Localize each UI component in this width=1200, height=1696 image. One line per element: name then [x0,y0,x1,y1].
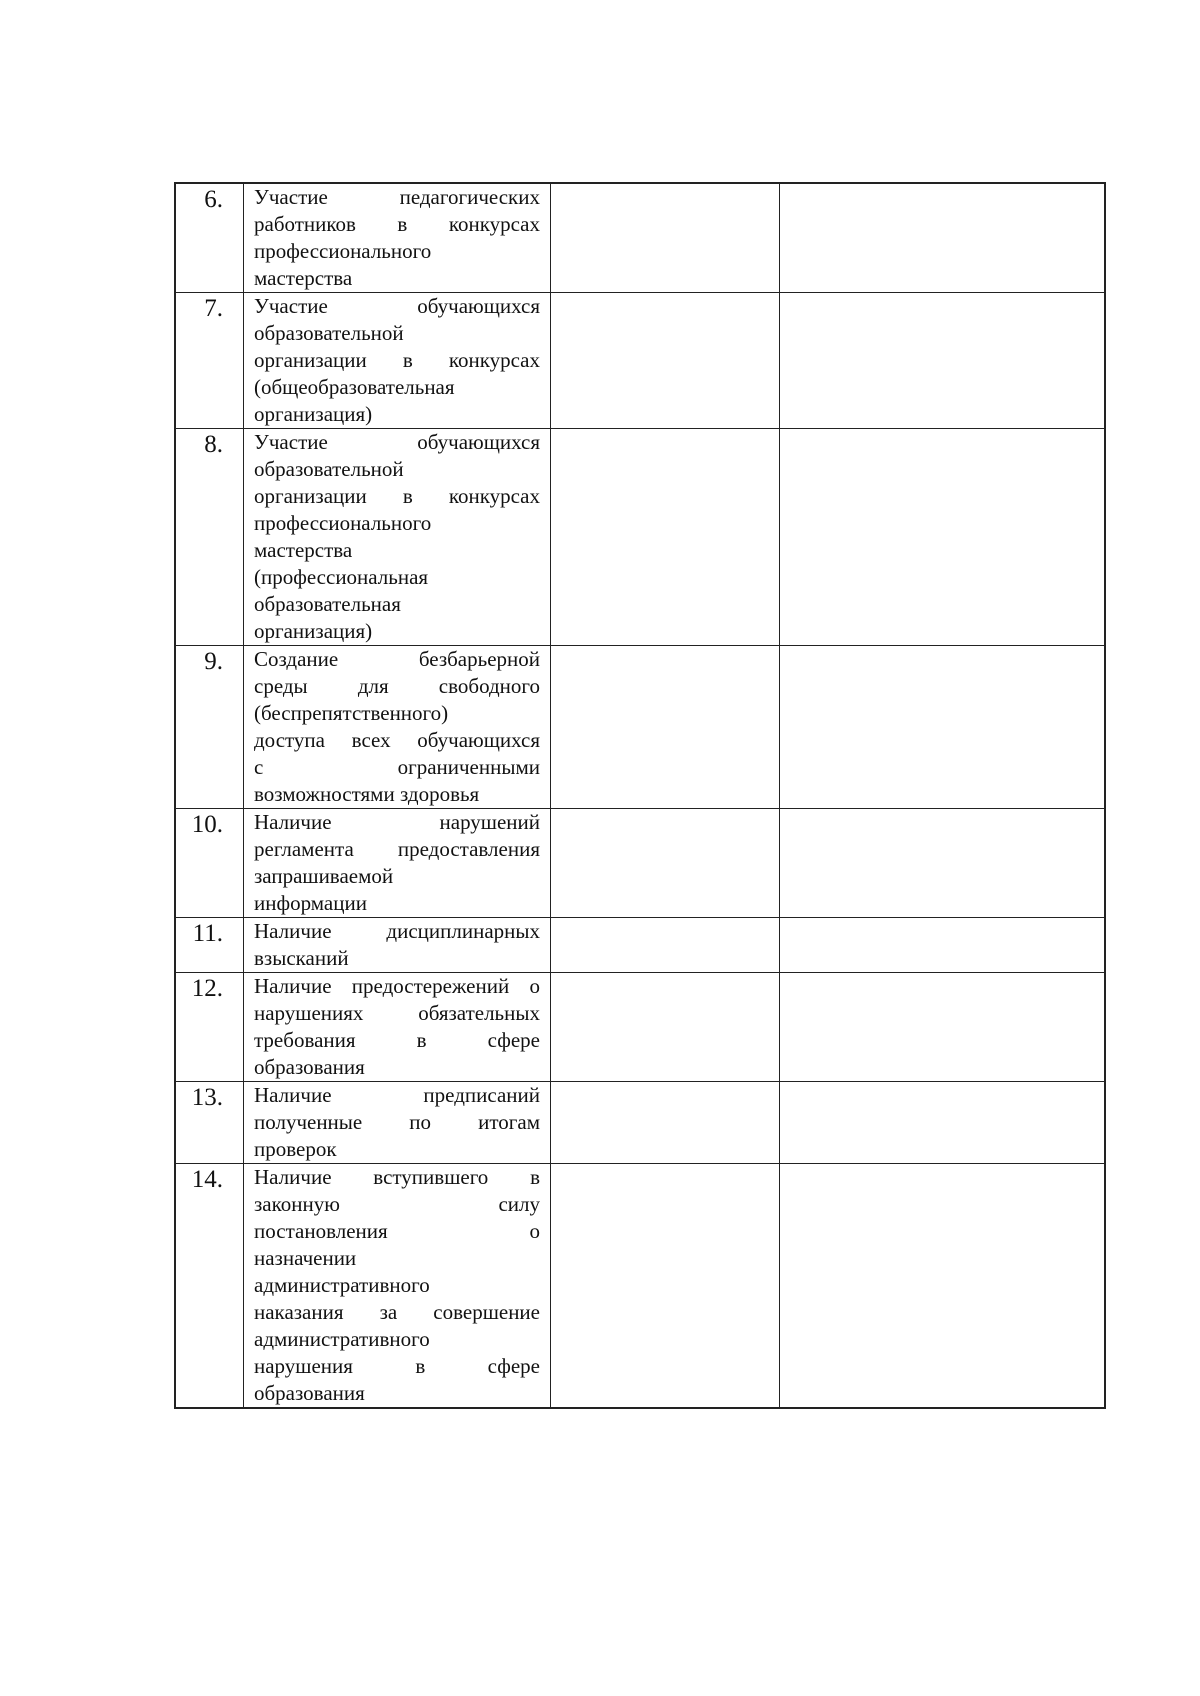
row-number: 7. [176,293,244,428]
criterion-text-line: Наличие нарушений [254,810,540,834]
empty-cell [780,918,1104,972]
criterion-text-line: Участие педагогических [254,185,540,209]
criterion-text-line: запрашиваемой [254,864,394,888]
criterion-text-line: нарушения в сфере [254,1354,540,1378]
criterion-text-line: организация) [254,402,373,426]
criterion-text-line: организация) [254,619,373,643]
empty-cell [780,1164,1104,1407]
row-number: 8. [176,429,244,645]
criterion-text [244,1082,551,1163]
table-row [176,646,1104,809]
criterion-text-line: информации [254,891,367,915]
empty-cell [551,646,780,808]
criterion-text-line: профессионального [254,511,432,535]
criterion-text-line: мастерства [254,538,353,562]
empty-cell [780,809,1104,917]
criterion-text-line: организации в конкурсах [254,348,540,372]
table-row [176,918,1104,973]
criterion-text [244,429,551,645]
criterion-text-line: Создание безбарьерной [254,647,540,671]
criterion-text-line: мастерства [254,266,353,290]
criterion-text-line: регламента предоставления [254,837,540,861]
criterion-text [244,293,551,428]
criterion-text-line: профессионального [254,239,432,263]
criterion-text-line: Наличие предостережений о [254,974,540,998]
empty-cell [780,1082,1104,1163]
criterion-text [244,973,551,1081]
empty-cell [780,184,1104,292]
criterion-text-line: Участие обучающихся [254,294,540,318]
empty-cell [780,429,1104,645]
criterion-text-line: Участие обучающихся [254,430,540,454]
row-number: 6. [176,184,244,292]
criterion-text-line: доступа всех обучающихся [254,728,540,752]
criterion-text-line: образования [254,1055,365,1079]
table-row [176,184,1104,293]
table-row [176,429,1104,646]
criterion-text-line: требования в сфере [254,1028,540,1052]
empty-cell [780,293,1104,428]
criterion-text-line: Наличие вступившего в [254,1165,540,1189]
criterion-text-line: образовательная [254,592,401,616]
criterion-text-line: с ограниченными [254,755,540,779]
row-number: 10. [176,809,244,917]
row-number: 11. [176,918,244,972]
criterion-text [244,184,551,292]
empty-cell [551,918,780,972]
criterion-text-line: (общеобразовательная [254,375,455,399]
row-number: 12. [176,973,244,1081]
criterion-text-line: взысканий [254,946,349,970]
empty-cell [780,973,1104,1081]
criterion-text-line: полученные по итогам [254,1110,540,1134]
criterion-text [244,646,551,808]
empty-cell [551,1164,780,1407]
criterion-text-line: Наличие дисциплинарных [254,919,540,943]
criterion-text-line: возможностями здоровья [254,782,480,806]
criterion-text-line: нарушениях обязательных [254,1001,540,1025]
criterion-text-line: образования [254,1381,365,1405]
empty-cell [551,293,780,428]
criterion-text-line: работников в конкурсах [254,212,540,236]
criterion-text [244,1164,551,1407]
table-row [176,1164,1104,1407]
criteria-table [174,182,1106,1409]
criterion-text-line: назначении [254,1246,357,1270]
table-row [176,293,1104,429]
criterion-text-line: постановления о [254,1219,540,1243]
criterion-text-line: Наличие предписаний [254,1083,540,1107]
criterion-text-line: образовательной [254,321,404,345]
empty-cell [551,1082,780,1163]
table-row [176,1082,1104,1164]
criterion-text-line: административного [254,1327,430,1351]
criterion-text-line: проверок [254,1137,337,1161]
criterion-text-line: законную силу [254,1192,540,1216]
empty-cell [551,809,780,917]
table-row [176,809,1104,918]
criterion-text [244,918,551,972]
criterion-text-line: (профессиональная [254,565,429,589]
criterion-text-line: (беспрепятственного) [254,701,449,725]
criterion-text-line: образовательной [254,457,404,481]
empty-cell [551,184,780,292]
row-number: 14. [176,1164,244,1407]
row-number: 13. [176,1082,244,1163]
criterion-text-line: наказания за совершение [254,1300,540,1324]
criterion-text-line: административного [254,1273,430,1297]
table-row [176,973,1104,1082]
empty-cell [780,646,1104,808]
criterion-text-line: среды для свободного [254,674,540,698]
empty-cell [551,429,780,645]
row-number: 9. [176,646,244,808]
criterion-text-line: организации в конкурсах [254,484,540,508]
empty-cell [551,973,780,1081]
criterion-text [244,809,551,917]
